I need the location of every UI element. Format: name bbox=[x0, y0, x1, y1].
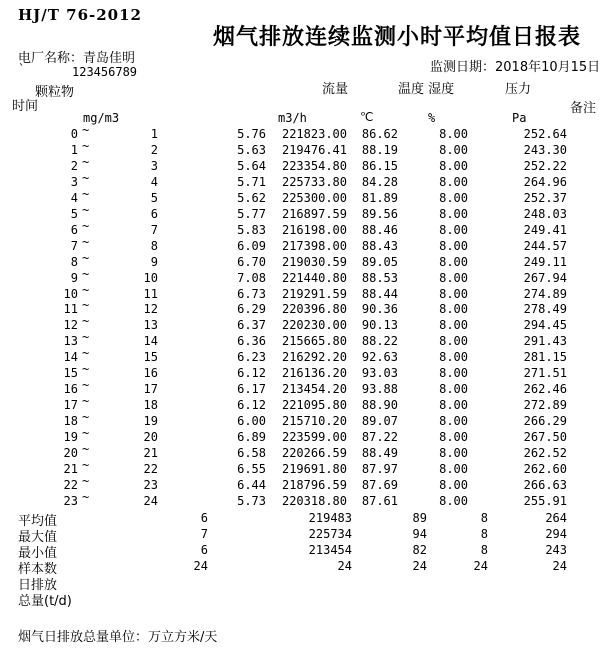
cell-hour-to: 7 bbox=[150, 222, 158, 237]
cell-hour-from: 0 bbox=[70, 127, 78, 141]
unit-flow: m3/h bbox=[278, 111, 307, 125]
cell-flow: 223354.80 bbox=[281, 158, 347, 173]
summary-flow: 24 bbox=[337, 559, 352, 573]
summary-temperature: 94 bbox=[412, 527, 427, 541]
cell-humidity: 8.00 bbox=[439, 493, 468, 508]
cell-hour-from: 9 bbox=[70, 270, 78, 285]
cell-temperature: 88.53 bbox=[361, 270, 398, 285]
cell-particulate: 6.73 bbox=[237, 286, 266, 301]
col-header-flow: 流量 bbox=[322, 82, 349, 97]
col-header-time: 时间 bbox=[12, 99, 39, 114]
cell-hour-to: 19 bbox=[143, 414, 158, 429]
cell-hour-from: 7 bbox=[70, 238, 78, 253]
cell-pressure: 294.45 bbox=[523, 318, 567, 333]
cell-flow: 217398.00 bbox=[281, 238, 347, 253]
cell-hour-to: 1 bbox=[150, 127, 158, 141]
cell-humidity: 8.00 bbox=[439, 286, 468, 301]
tilde-separator: ~ bbox=[82, 250, 90, 265]
cell-particulate: 7.08 bbox=[237, 270, 266, 285]
tilde-separator: ~ bbox=[82, 218, 90, 233]
cell-particulate: 6.36 bbox=[237, 334, 266, 349]
summary-row bbox=[0, 575, 614, 591]
tilde-separator: ~ bbox=[82, 330, 90, 345]
table-row bbox=[0, 489, 614, 510]
col-header-pressure: 压力 bbox=[505, 82, 532, 97]
cell-humidity: 8.00 bbox=[439, 206, 468, 221]
cell-pressure: 271.51 bbox=[523, 366, 567, 381]
cell-temperature: 86.15 bbox=[361, 158, 398, 173]
cell-hour-from: 11 bbox=[63, 302, 78, 317]
cell-hour-from: 3 bbox=[70, 174, 78, 189]
cell-pressure: 244.57 bbox=[523, 238, 567, 253]
report-title: 烟气排放连续监测小时平均值日报表 bbox=[213, 25, 582, 50]
cell-pressure: 267.94 bbox=[523, 270, 567, 285]
cell-hour-to: 3 bbox=[150, 158, 158, 173]
cell-hour-from: 16 bbox=[63, 382, 78, 397]
tilde-separator: ~ bbox=[82, 346, 90, 361]
cell-pressure: 266.29 bbox=[523, 414, 567, 429]
cell-hour-from: 22 bbox=[63, 477, 78, 492]
tilde-separator: ~ bbox=[82, 394, 90, 409]
cell-pressure: 252.37 bbox=[523, 190, 567, 205]
cell-particulate: 5.62 bbox=[237, 190, 266, 205]
unit-temperature: ℃ bbox=[360, 110, 374, 124]
cell-flow: 220318.80 bbox=[281, 493, 347, 508]
cell-temperature: 88.43 bbox=[361, 238, 398, 253]
cell-particulate: 5.71 bbox=[237, 174, 266, 189]
cell-hour-to: 17 bbox=[143, 382, 158, 397]
cell-temperature: 93.88 bbox=[361, 382, 398, 397]
cell-flow: 215665.80 bbox=[281, 334, 347, 349]
cell-hour-to: 15 bbox=[143, 350, 158, 365]
cell-flow: 220266.59 bbox=[281, 446, 347, 460]
cell-hour-from: 23 bbox=[63, 493, 78, 508]
cell-humidity: 8.00 bbox=[439, 461, 468, 476]
summary-label: 总量(t/d) bbox=[18, 594, 72, 609]
cell-particulate: 6.00 bbox=[237, 414, 266, 429]
cell-hour-to: 20 bbox=[143, 430, 158, 445]
cell-particulate: 5.63 bbox=[237, 142, 266, 157]
summary-label: 日排放 bbox=[18, 578, 58, 593]
cell-temperature: 88.19 bbox=[361, 142, 398, 157]
cell-temperature: 88.22 bbox=[361, 334, 398, 349]
cell-humidity: 8.00 bbox=[439, 142, 468, 157]
cell-particulate: 6.23 bbox=[237, 350, 266, 365]
summary-row bbox=[0, 511, 614, 527]
cell-humidity: 8.00 bbox=[439, 398, 468, 413]
cell-particulate: 5.64 bbox=[237, 158, 266, 173]
cell-temperature: 87.97 bbox=[361, 461, 398, 476]
cell-flow: 216897.59 bbox=[281, 206, 347, 221]
cell-temperature: 88.44 bbox=[361, 286, 398, 301]
cell-humidity: 8.00 bbox=[439, 382, 468, 397]
tilde-separator: ~ bbox=[82, 426, 90, 441]
tilde-separator: ~ bbox=[82, 234, 90, 249]
summary-particulate: 6 bbox=[200, 511, 208, 525]
tilde-separator: ~ bbox=[82, 282, 90, 297]
cell-hour-to: 5 bbox=[150, 190, 158, 205]
tilde-separator: ~ bbox=[82, 266, 90, 281]
cell-hour-to: 2 bbox=[150, 142, 158, 157]
summary-row bbox=[0, 527, 614, 543]
plant-tick: ` bbox=[18, 62, 26, 76]
cell-temperature: 92.63 bbox=[361, 350, 398, 365]
cell-hour-to: 6 bbox=[150, 206, 158, 221]
cell-hour-to: 24 bbox=[143, 493, 158, 508]
plant-name-value: 青岛佳明 bbox=[83, 51, 136, 66]
cell-temperature: 84.28 bbox=[361, 174, 398, 189]
cell-pressure: 249.11 bbox=[523, 254, 567, 269]
summary-humidity: 8 bbox=[480, 511, 488, 525]
cell-humidity: 8.00 bbox=[439, 127, 468, 141]
cell-pressure: 272.89 bbox=[523, 398, 567, 413]
summary-humidity: 24 bbox=[473, 559, 488, 573]
cell-hour-from: 17 bbox=[63, 398, 78, 413]
summary-particulate: 24 bbox=[193, 559, 208, 573]
cell-pressure: 252.22 bbox=[523, 158, 567, 173]
cell-flow: 220396.80 bbox=[281, 302, 347, 317]
summary-label: 最大值 bbox=[18, 530, 58, 545]
cell-hour-from: 2 bbox=[70, 158, 78, 173]
cell-pressure: 274.89 bbox=[523, 286, 567, 301]
tilde-separator: ~ bbox=[82, 186, 90, 201]
cell-pressure: 262.60 bbox=[523, 461, 567, 476]
cell-humidity: 8.00 bbox=[439, 302, 468, 317]
cell-pressure: 266.63 bbox=[523, 477, 567, 492]
cell-pressure: 249.41 bbox=[523, 222, 567, 237]
cell-particulate: 6.58 bbox=[237, 446, 266, 460]
cell-particulate: 5.83 bbox=[237, 222, 266, 237]
cell-pressure: 255.91 bbox=[523, 493, 567, 508]
cell-particulate: 5.77 bbox=[237, 206, 266, 221]
cell-hour-to: 9 bbox=[150, 254, 158, 269]
cell-particulate: 6.17 bbox=[237, 382, 266, 397]
summary-temperature: 82 bbox=[412, 543, 427, 557]
summary-row bbox=[0, 543, 614, 559]
unit-particulate: mg/m3 bbox=[83, 111, 120, 125]
cell-hour-from: 6 bbox=[70, 222, 78, 237]
tilde-separator: ~ bbox=[82, 123, 90, 137]
cell-particulate: 6.29 bbox=[237, 302, 266, 317]
cell-hour-to: 21 bbox=[143, 446, 158, 460]
cell-humidity: 8.00 bbox=[439, 430, 468, 445]
cell-humidity: 8.00 bbox=[439, 446, 468, 460]
cell-flow: 220230.00 bbox=[281, 318, 347, 333]
summary-flow: 213454 bbox=[308, 543, 352, 557]
cell-particulate: 5.76 bbox=[237, 127, 266, 141]
cell-hour-to: 22 bbox=[143, 461, 158, 476]
cell-particulate: 6.12 bbox=[237, 398, 266, 413]
cell-flow: 219030.59 bbox=[281, 254, 347, 269]
cell-humidity: 8.00 bbox=[439, 414, 468, 429]
summary-temperature: 24 bbox=[412, 559, 427, 573]
cell-hour-from: 19 bbox=[63, 430, 78, 445]
monitor-date-value: 2018年10月15日 bbox=[495, 60, 601, 75]
cell-temperature: 89.56 bbox=[361, 206, 398, 221]
summary-row bbox=[0, 591, 614, 607]
cell-temperature: 88.46 bbox=[361, 222, 398, 237]
cell-particulate: 6.37 bbox=[237, 318, 266, 333]
cell-hour-from: 8 bbox=[70, 254, 78, 269]
tilde-separator: ~ bbox=[82, 489, 90, 504]
cell-pressure: 262.52 bbox=[523, 446, 567, 460]
cell-temperature: 81.89 bbox=[361, 190, 398, 205]
summary-label: 平均值 bbox=[18, 514, 58, 529]
cell-hour-to: 23 bbox=[143, 477, 158, 492]
summary-pressure: 24 bbox=[552, 559, 567, 573]
cell-humidity: 8.00 bbox=[439, 190, 468, 205]
col-header-temp-humidity: 温度 湿度 bbox=[398, 82, 455, 97]
cell-humidity: 8.00 bbox=[439, 350, 468, 365]
cell-hour-to: 4 bbox=[150, 174, 158, 189]
plant-name-label: 电厂名称： bbox=[18, 51, 84, 66]
summary-particulate: 6 bbox=[200, 543, 208, 557]
cell-particulate: 6.12 bbox=[237, 366, 266, 381]
summary-humidity: 8 bbox=[480, 543, 488, 557]
cell-flow: 216136.20 bbox=[281, 366, 347, 381]
cell-hour-to: 16 bbox=[143, 366, 158, 381]
cell-particulate: 6.44 bbox=[237, 477, 266, 492]
tilde-separator: ~ bbox=[82, 154, 90, 169]
cell-hour-from: 4 bbox=[70, 190, 78, 205]
cell-hour-from: 18 bbox=[63, 414, 78, 429]
cell-pressure: 252.64 bbox=[523, 127, 567, 141]
cell-flow: 216198.00 bbox=[281, 222, 347, 237]
cell-pressure: 291.43 bbox=[523, 334, 567, 349]
cell-humidity: 8.00 bbox=[439, 270, 468, 285]
col-header-particulate: 颗粒物 bbox=[35, 85, 75, 100]
tilde-separator: ~ bbox=[82, 410, 90, 425]
tilde-separator: ~ bbox=[82, 298, 90, 313]
cell-flow: 225300.00 bbox=[281, 190, 347, 205]
cell-flow: 221823.00 bbox=[281, 127, 347, 141]
tilde-separator: ~ bbox=[82, 170, 90, 185]
tilde-separator: ~ bbox=[82, 457, 90, 472]
cell-pressure: 267.50 bbox=[523, 430, 567, 445]
cell-particulate: 5.73 bbox=[237, 493, 266, 508]
cell-temperature: 90.36 bbox=[361, 302, 398, 317]
cell-hour-to: 18 bbox=[143, 398, 158, 413]
summary-pressure: 294 bbox=[545, 527, 567, 541]
cell-flow: 218796.59 bbox=[281, 477, 347, 492]
cell-hour-to: 14 bbox=[143, 334, 158, 349]
cell-humidity: 8.00 bbox=[439, 222, 468, 237]
cell-hour-to: 11 bbox=[143, 286, 158, 301]
cell-temperature: 89.05 bbox=[361, 254, 398, 269]
cell-humidity: 8.00 bbox=[439, 238, 468, 253]
summary-label: 最小值 bbox=[18, 546, 58, 561]
cell-hour-to: 12 bbox=[143, 302, 158, 317]
cell-temperature: 87.22 bbox=[361, 430, 398, 445]
tilde-separator: ~ bbox=[82, 442, 90, 456]
cell-hour-from: 1 bbox=[70, 142, 78, 157]
cell-flow: 223599.00 bbox=[281, 430, 347, 445]
cell-humidity: 8.00 bbox=[439, 174, 468, 189]
cell-temperature: 90.13 bbox=[361, 318, 398, 333]
cell-temperature: 87.69 bbox=[361, 477, 398, 492]
cell-temperature: 88.90 bbox=[361, 398, 398, 413]
cell-particulate: 6.70 bbox=[237, 254, 266, 269]
cell-pressure: 248.03 bbox=[523, 206, 567, 221]
cell-pressure: 243.30 bbox=[523, 142, 567, 157]
unit-humidity: % bbox=[428, 111, 436, 125]
cell-flow: 225733.80 bbox=[281, 174, 347, 189]
cell-humidity: 8.00 bbox=[439, 254, 468, 269]
cell-flow: 221440.80 bbox=[281, 270, 347, 285]
cell-humidity: 8.00 bbox=[439, 366, 468, 381]
cell-hour-from: 21 bbox=[63, 461, 78, 476]
cell-hour-to: 10 bbox=[143, 270, 158, 285]
cell-hour-from: 12 bbox=[63, 318, 78, 333]
cell-humidity: 8.00 bbox=[439, 477, 468, 492]
summary-row bbox=[0, 559, 614, 575]
col-header-remark: 备注 bbox=[570, 101, 597, 116]
cell-temperature: 86.62 bbox=[361, 127, 398, 141]
cell-hour-from: 13 bbox=[63, 334, 78, 349]
cell-pressure: 264.96 bbox=[523, 174, 567, 189]
summary-flow: 225734 bbox=[308, 527, 352, 541]
cell-flow: 215710.20 bbox=[281, 414, 347, 429]
summary-label: 样本数 bbox=[18, 562, 58, 577]
cell-pressure: 281.15 bbox=[523, 350, 567, 365]
tilde-separator: ~ bbox=[82, 138, 90, 153]
cell-flow: 219691.80 bbox=[281, 461, 347, 476]
summary-pressure: 264 bbox=[545, 511, 567, 525]
tilde-separator: ~ bbox=[82, 378, 90, 393]
cell-flow: 213454.20 bbox=[281, 382, 347, 397]
cell-particulate: 6.55 bbox=[237, 461, 266, 476]
plant-name-line bbox=[18, 47, 135, 66]
unit-pressure: Pa bbox=[512, 111, 527, 125]
cell-humidity: 8.00 bbox=[439, 158, 468, 173]
cell-hour-to: 13 bbox=[143, 318, 158, 333]
cell-pressure: 278.49 bbox=[523, 302, 567, 317]
summary-humidity: 8 bbox=[480, 527, 488, 541]
cell-temperature: 93.03 bbox=[361, 366, 398, 381]
standard-number: HJ/T 76-2012 bbox=[18, 6, 142, 24]
tilde-separator: ~ bbox=[82, 314, 90, 329]
monitor-date-line bbox=[430, 56, 600, 75]
cell-flow: 216292.20 bbox=[281, 350, 347, 365]
cell-temperature: 89.07 bbox=[361, 414, 398, 429]
tilde-separator: ~ bbox=[82, 202, 90, 217]
footer-unit-note: 烟气日排放总量单位：万立方米/天 bbox=[18, 630, 218, 645]
cell-temperature: 87.61 bbox=[361, 493, 398, 508]
cell-pressure: 262.46 bbox=[523, 382, 567, 397]
cell-flow: 221095.80 bbox=[281, 398, 347, 413]
cell-hour-from: 20 bbox=[63, 446, 78, 460]
summary-temperature: 89 bbox=[412, 511, 427, 525]
cell-particulate: 6.09 bbox=[237, 238, 266, 253]
monitor-date-label: 监测日期： bbox=[430, 60, 496, 75]
cell-hour-from: 5 bbox=[70, 206, 78, 221]
summary-particulate: 7 bbox=[200, 527, 208, 541]
cell-humidity: 8.00 bbox=[439, 318, 468, 333]
summary-pressure: 243 bbox=[545, 543, 567, 557]
summary-flow: 219483 bbox=[308, 511, 352, 525]
plant-code: 123456789 bbox=[72, 65, 138, 79]
cell-particulate: 6.89 bbox=[237, 430, 266, 445]
cell-humidity: 8.00 bbox=[439, 334, 468, 349]
cell-flow: 219476.41 bbox=[281, 142, 347, 157]
cell-flow: 219291.59 bbox=[281, 286, 347, 301]
cell-temperature: 88.49 bbox=[361, 446, 398, 460]
cell-hour-from: 10 bbox=[63, 286, 78, 301]
cell-hour-to: 8 bbox=[150, 238, 158, 253]
tilde-separator: ~ bbox=[82, 473, 90, 488]
tilde-separator: ~ bbox=[82, 362, 90, 377]
cell-hour-from: 14 bbox=[63, 350, 78, 365]
cell-hour-from: 15 bbox=[63, 366, 78, 381]
